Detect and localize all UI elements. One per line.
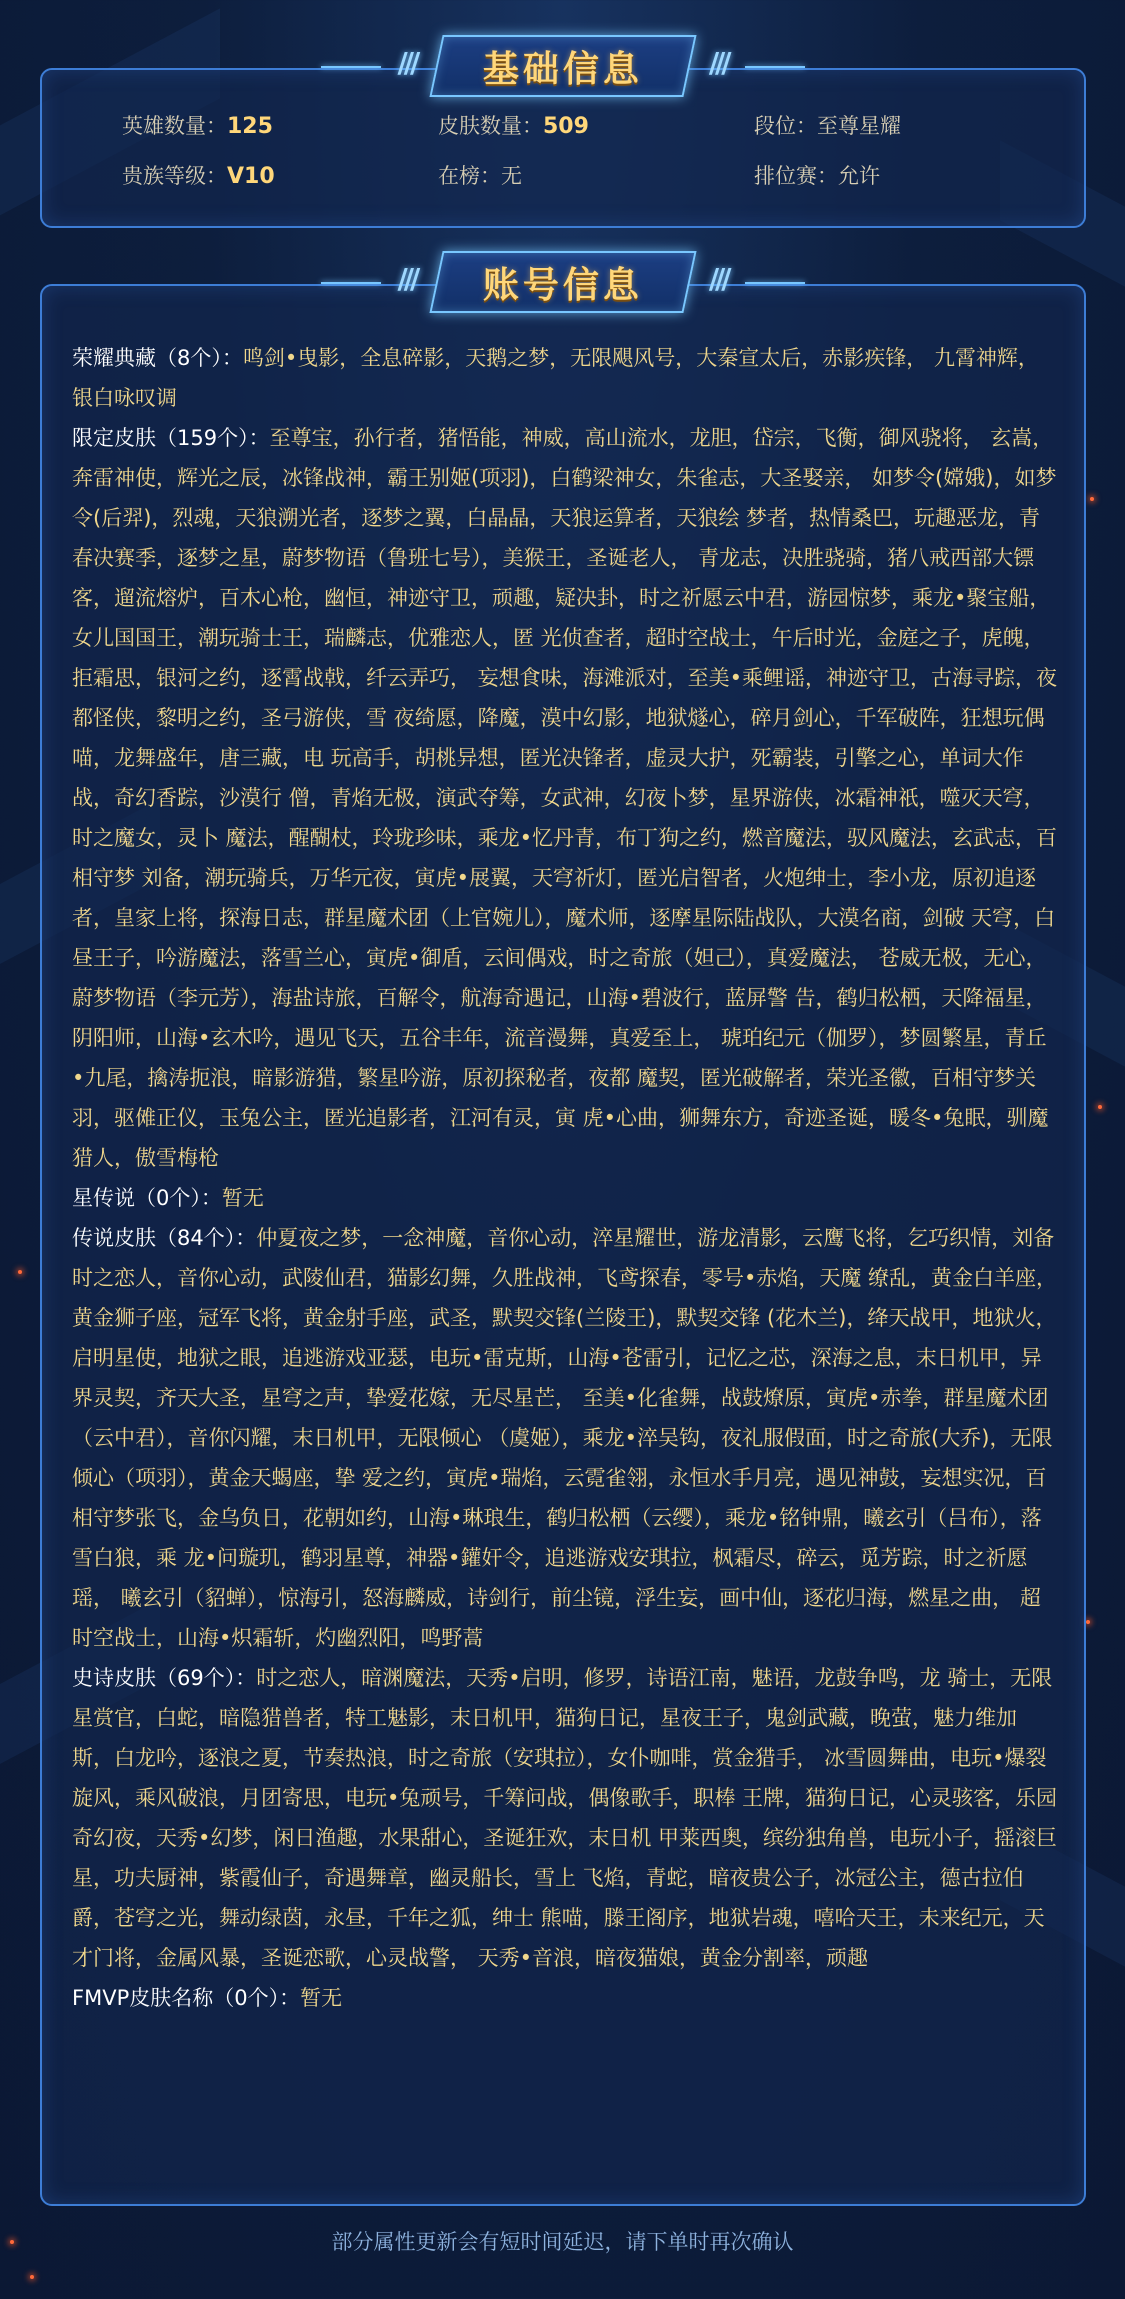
basic-info-title: 基础信息 [482,48,643,90]
section-content: 时之恋人，暗渊魔法，天秀•启明，修罗，诗语江南，魅语，龙鼓争鸣，龙 骑士，无限星赏官，白蛇，暗隐猎兽者，特工魅影，末日机甲，猫狗日记，星夜王子，鬼剑武藏，晚萤，魅力维加斯，白龙吟，逐浪之夏，节奏热浪，时之奇旅（安琪拉），女仆咖啡，赏金猎手， 冰雪圆舞曲，电玩•爆裂旋风，乘风破浪，月团寄思，电玩•兔顽号，千筹问战，偶像歌手，职棒 王牌，猫狗日记，心灵骇客，乐园奇幻夜，天秀•幻梦，闲日渔趣，水果甜心，圣诞狂欢，末日机 甲莱西奥，缤纷独角兽，电玩小子，摇滚巨星，功夫厨神，紫霞仙子，奇遇舞章，幽灵船长，雪上 飞焰，青蛇，暗夜贵公子，冰冠公主，德古拉伯爵，苍穹之光，舞动绿茵，永昼，千年之狐，绅士 熊喵，滕王阁序，地狱岩魂，嘻哈天王，未来纪元，天才门将，金属风暴，圣诞恋歌，心灵战警， 天秀•音浪，暗夜猫娘，黄金分割率，顽趣 [72,1666,1058,1970]
legend-skins-section [72,1218,1058,1658]
account-info-title-banner [303,250,823,314]
ember-spark [1090,497,1094,501]
section-content: 仲夏夜之梦，一念神魔，音你心动，淬星耀世，游龙清影，云鹰飞将，乞巧织情，刘备时之恋人，音你心动，武陵仙君，猫影幻舞，久胜战神，飞鸢探春，零号•赤焰，天魔 缭乱，黄金白羊座，黄金狮子座，冠军飞将，黄金射手座，武圣，默契交锋(兰陵王)，默契交锋 (花木兰)，绛天战甲，地狱火，启明星使，地狱之眼，追逃游戏亚瑟，电玩•雷克斯，山海•苍雷引，记忆之芯，深海之息，末日机甲，异界灵契，齐天大圣，星穹之声，挚爱花嫁，无尽星芒， 至美•化雀舞，战鼓燎原，寅虎•赤拳，群星魔术团（云中君），音你闪耀，末日机甲，无限倾心 （虞姬），乘龙•淬吴钩，夜礼服假面，时之奇旅(大乔)，无限倾心（项羽），黄金天蝎座，挚 爱之约，寅虎•瑞焰，云霓雀翎，永恒水手月亮，遇见神鼓，妄想实况，百相守梦张飞，金乌负日，花朝如约，山海•琳琅生，鹤归松栖（云缨），乘龙•铭钟鼎，曦玄引（吕布），落雪白狼，乘 龙•问璇玑，鹤羽星尊，神器•鑵奸令，追逃游戏安琪拉，枫霜尽，碎云，觅芳踪，时之祈愿瑶， 曦玄引（貂蝉），惊海引，怒海麟威，诗剑行，前尘镜，浮生妄，画中仙，逐花归海，燃星之曲， 超时空战士，山海•炽霜斩，灼幽烈阳，鸣野蒿 [72,1226,1058,1650]
epic-skins-section [72,1658,1058,1978]
account-info-title: 账号信息 [482,264,643,306]
title-deco-line [745,66,805,68]
ember-spark [1098,1105,1102,1109]
title-plate [429,251,696,313]
title-deco-line [321,282,381,284]
rank-tier: 段位：至尊星耀 [754,114,901,138]
section-heading: FMVP皮肤名称（0个）： [72,1986,301,2010]
star-legend-section [72,1178,1058,1218]
section-heading: 传说皮肤（84个）： [72,1226,257,1250]
section-heading: 星传说（0个）： [72,1186,222,1210]
account-info-panel [40,284,1086,2206]
title-deco-line [321,66,381,68]
basic-info-grid [122,110,1022,190]
leaderboard-status: 在榜：无 [438,164,522,188]
section-heading: 限定皮肤（159个）： [72,426,270,450]
title-deco-line [745,282,805,284]
skin-count: 皮肤数量：509 [438,114,589,139]
title-deco-slashes: /// [708,262,728,295]
section-heading: 荣耀典藏（8个）： [72,346,243,370]
title-plate [429,35,696,97]
fmvp-skins-section [72,1978,1058,2018]
collection-skins-section [72,338,1058,418]
noble-level: 贵族等级：V10 [122,164,275,189]
ember-spark [1086,1620,1090,1624]
account-info-body [72,338,1058,2018]
ranked-match: 排位赛：允许 [754,164,880,188]
section-content: 暂无 [221,1186,264,1210]
footer-notice: 部分属性更新会有短时间延迟，请下单时再次确认 [331,2230,794,2254]
section-heading: 史诗皮肤（69个）： [72,1666,257,1690]
ember-spark [18,1270,22,1274]
limited-skins-section [72,418,1058,1178]
section-content: 至尊宝，孙行者，猪悟能，神威，高山流水，龙胆，岱宗，飞衡，御风骁将， 玄嵩，奔雷神使，辉光之辰，冰锋战神，霸王别姬(项羽)，白鹤梁神女，朱雀志，大圣娶亲， 如梦令(嫦娥)，如梦令(后羿)，烈魂，天狼溯光者，逐梦之翼，白晶晶，天狼运算者，天狼绘 梦者，热情桑巴，玩趣恶龙，青春决赛季，逐梦之星，蔚梦物语（鲁班七号），美猴王，圣诞老人， 青龙志，决胜骁骑，猪八戒西部大镖客，遛流熔炉，百木心枪，幽恒，神迹守卫，顽趣，疑决卦，时之祈愿云中君，游园惊梦，乘龙•聚宝船，女儿国国王，潮玩骑士王，瑞麟志，优雅恋人，匿 光侦查者，超时空战士，午后时光，金庭之子，虎魄，拒霜思，银河之约，逐霄战戟，纤云弄巧， 妄想食味，海滩派对，至美•乘鲤谣，神迹守卫，古海寻踪，夜都怪侠，黎明之约，圣弓游侠，雪 夜绮愿，降魔，漠中幻影，地狱燧心，碎月剑心，千军破阵，狂想玩偶喵，龙舞盛年，唐三藏，电 玩高手，胡桃异想，匿光决锋者，虚灵大护，死霸装，引擎之心，单词大作战，奇幻香踪，沙漠行 僧，青焰无极，演武夺筹，女武神，幻夜卜梦，星界游侠，冰霜神祇，噬灭天穹，时之魔女，灵卜 魔法，醒醐杖，玲珑珍味，乘龙•忆丹青，布丁狗之约，燃音魔法，驭风魔法，玄武志，百相守梦 刘备，潮玩骑兵，万华元夜，寅虎•展翼，天穹祈灯，匿光启智者，火炮绅士，李小龙，原初追逐 者，皇家上将，探海日志，群星魔术团（上官婉儿），魔术师，逐摩星际陆战队，大漠名商，剑破 天穹，白昼王子，吟游魔法，落雪兰心，寅虎•御盾，云间偶戏，时之奇旅（妲己），真爱魔法， 苍威无极，无心，蔚梦物语（李元芳），海盐诗旅，百解令，航海奇遇记，山海•碧波行，蓝屏警 告，鹤归松栖，天降福星，阴阳师，山海•玄木吟，遇见飞天，五谷丰年，流音漫舞，真爱至上， 琥珀纪元（伽罗），梦圆繁星，青丘•九尾，擒涛扼浪，暗影游猎，繁星吟游，原初探秘者，夜都 魔契，匿光破解者，荣光圣徽，百相守梦关羽，驱傩正仪，玉兔公主，匿光追影者，江河有灵，寅 虎•心曲，狮舞东方，奇迹圣诞，暖冬•兔眠，驯魔猎人，傲雪梅枪 [72,426,1058,1170]
section-content: 鸣剑•曳影，全息碎影，天鹅之梦，无限飓风号，大秦宣太后，赤影疾锋， 九霄神辉，银白咏叹调 [72,346,1039,410]
basic-info-title-banner [303,34,823,98]
section-content: 暂无 [300,1986,343,2010]
hero-count: 英雄数量：125 [122,114,273,139]
title-deco-slashes: /// [708,46,728,79]
title-deco-slashes: /// [397,262,417,295]
ember-spark [30,2275,34,2279]
title-deco-slashes: /// [397,46,417,79]
